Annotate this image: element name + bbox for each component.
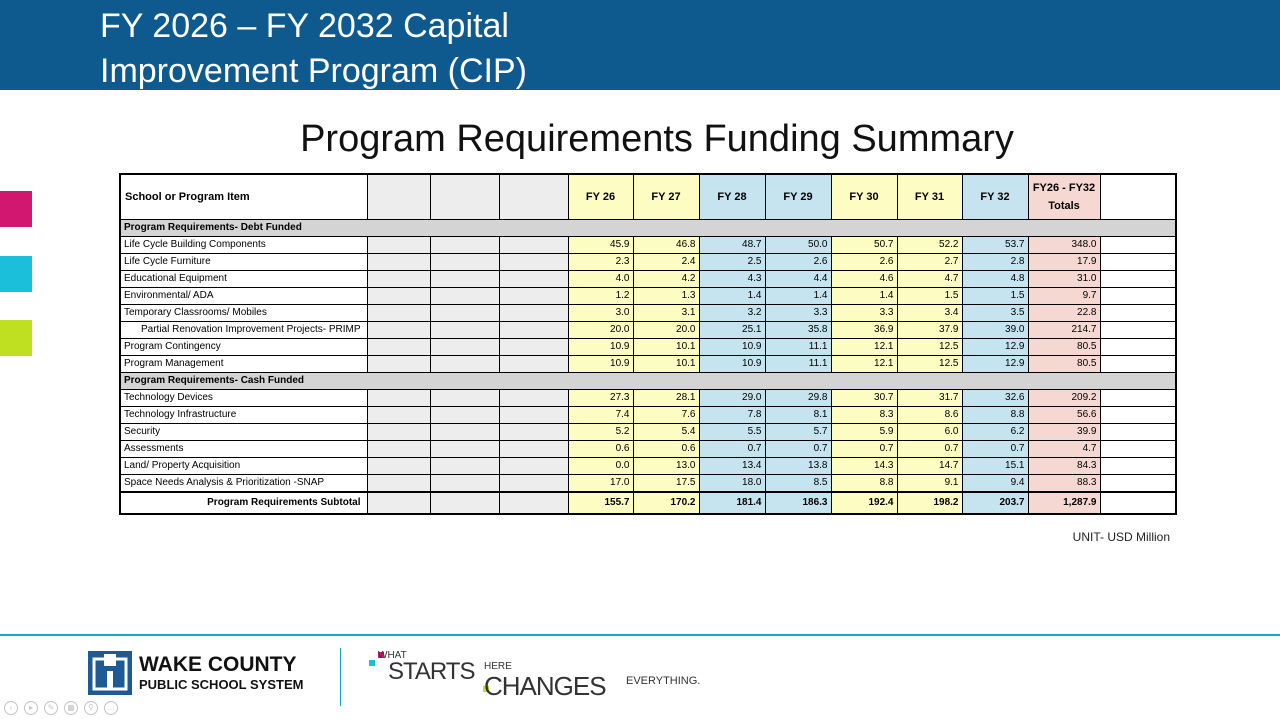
year-value-cell: 0.7 (699, 441, 765, 458)
year-value-cell: 8.6 (897, 407, 962, 424)
year-value-cell: 0.0 (568, 458, 633, 475)
blank-cell (1100, 237, 1176, 254)
blank-cell (430, 254, 499, 271)
blank-cell (430, 492, 499, 514)
blank-cell (499, 407, 568, 424)
year-header-fy32: FY 32 (962, 174, 1028, 220)
blank-cell (1100, 424, 1176, 441)
row-total-cell: 31.0 (1028, 271, 1100, 288)
pen-icon[interactable]: ✎ (44, 701, 58, 715)
year-value-cell: 12.5 (897, 356, 962, 373)
year-value-cell: 5.9 (831, 424, 897, 441)
year-value-cell: 1.2 (568, 288, 633, 305)
row-total-cell: 80.5 (1028, 339, 1100, 356)
year-value-cell: 3.3 (765, 305, 831, 322)
row-total-cell: 209.2 (1028, 390, 1100, 407)
row-label: Environmental/ ADA (120, 288, 367, 305)
blank-cell (367, 492, 430, 514)
blank-cell (430, 390, 499, 407)
row-label: Program Management (120, 356, 367, 373)
year-value-cell: 20.0 (633, 322, 699, 339)
side-accent-pink (0, 191, 32, 227)
year-value-cell: 6.2 (962, 424, 1028, 441)
year-value-cell: 10.9 (699, 339, 765, 356)
year-value-cell: 32.6 (962, 390, 1028, 407)
blank-cell (1100, 254, 1176, 271)
year-value-cell: 6.0 (897, 424, 962, 441)
blank-cell (367, 322, 430, 339)
year-value-cell: 0.6 (633, 441, 699, 458)
table-row (120, 339, 1176, 356)
unit-note: UNIT- USD Million (1072, 530, 1170, 544)
section-header-row (120, 220, 1176, 237)
blank-cell (367, 271, 430, 288)
subtotal-row (120, 492, 1176, 514)
table-row (120, 288, 1176, 305)
table-row (120, 441, 1176, 458)
year-header-fy28: FY 28 (699, 174, 765, 220)
table-row (120, 271, 1176, 288)
blank-cell (430, 475, 499, 493)
blank-cell (367, 254, 430, 271)
year-value-cell: 1.3 (633, 288, 699, 305)
blank-cell (499, 356, 568, 373)
blank-cell (499, 424, 568, 441)
table-row (120, 356, 1176, 373)
item-column-header: School or Program Item (120, 174, 367, 220)
blank-cell (1100, 492, 1176, 514)
blank-cell (499, 288, 568, 305)
year-value-cell: 7.8 (699, 407, 765, 424)
blank-cell (430, 356, 499, 373)
blank-cell (430, 424, 499, 441)
slogan-logo (366, 648, 726, 704)
year-value-cell: 4.7 (897, 271, 962, 288)
year-value-cell: 36.9 (831, 322, 897, 339)
year-value-cell: 28.1 (633, 390, 699, 407)
row-label: Assessments (120, 441, 367, 458)
footer-vertical-divider (340, 648, 341, 706)
slide-title: Program Requirements Funding Summary (300, 118, 1014, 160)
year-value-cell: 20.0 (568, 322, 633, 339)
side-accent-lime (0, 320, 32, 356)
row-label: Program Contingency (120, 339, 367, 356)
blank-cell (1100, 356, 1176, 373)
year-value-cell: 50.7 (831, 237, 897, 254)
subtotal-value-cell: 181.4 (699, 492, 765, 514)
row-label: Technology Infrastructure (120, 407, 367, 424)
subtotal-value-cell: 203.7 (962, 492, 1028, 514)
year-value-cell: 48.7 (699, 237, 765, 254)
blank-cell (1100, 288, 1176, 305)
blank-cell (367, 407, 430, 424)
year-value-cell: 3.5 (962, 305, 1028, 322)
header-title-line-1: FY 2026 – FY 2032 Capital (100, 7, 509, 45)
year-value-cell: 30.7 (831, 390, 897, 407)
table-header-row (120, 174, 1176, 220)
year-value-cell: 10.1 (633, 356, 699, 373)
year-value-cell: 2.4 (633, 254, 699, 271)
year-value-cell: 5.2 (568, 424, 633, 441)
blank-cell (430, 288, 499, 305)
year-value-cell: 2.5 (699, 254, 765, 271)
play-icon[interactable]: ▸ (24, 701, 38, 715)
row-label: Land/ Property Acquisition (120, 458, 367, 475)
row-total-cell: 9.7 (1028, 288, 1100, 305)
year-value-cell: 4.8 (962, 271, 1028, 288)
year-value-cell: 4.0 (568, 271, 633, 288)
slogan-changes: CHANGES (484, 671, 606, 701)
row-label: Temporary Classrooms/ Mobiles (120, 305, 367, 322)
year-value-cell: 0.7 (962, 441, 1028, 458)
table-row (120, 458, 1176, 475)
blank-cell (367, 390, 430, 407)
row-label: Life Cycle Furniture (120, 254, 367, 271)
blank-cell (367, 356, 430, 373)
blank-cell (499, 237, 568, 254)
year-value-cell: 29.0 (699, 390, 765, 407)
subtotal-value-cell: 155.7 (568, 492, 633, 514)
blank-cell (1100, 475, 1176, 493)
year-value-cell: 17.0 (568, 475, 633, 493)
blank-cell (367, 441, 430, 458)
year-value-cell: 7.4 (568, 407, 633, 424)
year-value-cell: 12.1 (831, 356, 897, 373)
subtotal-value-cell: 186.3 (765, 492, 831, 514)
year-header-fy31: FY 31 (897, 174, 962, 220)
year-value-cell: 4.6 (831, 271, 897, 288)
subtotal-label: Program Requirements Subtotal (120, 492, 367, 514)
year-value-cell: 1.5 (962, 288, 1028, 305)
year-value-cell: 10.9 (568, 356, 633, 373)
year-header-fy29: FY 29 (765, 174, 831, 220)
blank-cell (499, 458, 568, 475)
table-row (120, 254, 1176, 271)
logo-line-1: WAKE COUNTY (139, 653, 297, 676)
year-value-cell: 10.9 (568, 339, 633, 356)
blank-cell (430, 237, 499, 254)
blank-cell (367, 288, 430, 305)
row-label: Life Cycle Building Components (120, 237, 367, 254)
row-label: Educational Equipment (120, 271, 367, 288)
row-label: Security (120, 424, 367, 441)
year-value-cell: 3.3 (831, 305, 897, 322)
slide-player-controls (4, 700, 204, 716)
logo-line-2: PUBLIC SCHOOL SYSTEM (139, 677, 304, 692)
blank-cell (430, 271, 499, 288)
blank-cell (430, 339, 499, 356)
year-value-cell: 27.3 (568, 390, 633, 407)
title-banner (0, 0, 1280, 90)
year-value-cell: 50.0 (765, 237, 831, 254)
blank-cell (1100, 441, 1176, 458)
year-value-cell: 29.8 (765, 390, 831, 407)
blank-cell (367, 237, 430, 254)
year-value-cell: 5.5 (699, 424, 765, 441)
row-total-cell: 17.9 (1028, 254, 1100, 271)
table-row (120, 475, 1176, 493)
year-value-cell: 14.3 (831, 458, 897, 475)
year-value-cell: 13.8 (765, 458, 831, 475)
year-value-cell: 3.0 (568, 305, 633, 322)
year-value-cell: 1.4 (699, 288, 765, 305)
blank-cell (1100, 458, 1176, 475)
blank-cell (1100, 271, 1176, 288)
row-total-cell: 84.3 (1028, 458, 1100, 475)
row-total-cell: 4.7 (1028, 441, 1100, 458)
year-value-cell: 1.4 (831, 288, 897, 305)
year-value-cell: 46.8 (633, 237, 699, 254)
year-value-cell: 11.1 (765, 339, 831, 356)
header-title-line-2: Improvement Program (CIP) (100, 52, 527, 90)
year-value-cell: 12.1 (831, 339, 897, 356)
blank-cell (499, 305, 568, 322)
year-header-fy27: FY 27 (633, 174, 699, 220)
year-value-cell: 7.6 (633, 407, 699, 424)
year-value-cell: 31.7 (897, 390, 962, 407)
year-value-cell: 10.9 (699, 356, 765, 373)
year-value-cell: 0.7 (765, 441, 831, 458)
year-value-cell: 9.4 (962, 475, 1028, 493)
year-value-cell: 14.7 (897, 458, 962, 475)
slogan-here: HERE (484, 661, 512, 672)
slide-header-title (100, 4, 800, 94)
year-value-cell: 10.1 (633, 339, 699, 356)
blank-cell (367, 424, 430, 441)
year-value-cell: 3.1 (633, 305, 699, 322)
blank-cell (499, 339, 568, 356)
row-total-cell: 39.9 (1028, 424, 1100, 441)
row-total-cell: 56.6 (1028, 407, 1100, 424)
year-value-cell: 4.2 (633, 271, 699, 288)
blank-cell (367, 458, 430, 475)
subtotal-value-cell: 192.4 (831, 492, 897, 514)
blank-cell (430, 305, 499, 322)
footer-divider-line (0, 634, 1280, 636)
blank-cell (367, 475, 430, 493)
slogan-square-cyan (369, 660, 375, 666)
year-value-cell: 18.0 (699, 475, 765, 493)
year-value-cell: 8.1 (765, 407, 831, 424)
row-label: Technology Devices (120, 390, 367, 407)
table-row (120, 322, 1176, 339)
year-value-cell: 45.9 (568, 237, 633, 254)
totals-header-line-2: Totals (1048, 200, 1080, 212)
year-value-cell: 0.7 (831, 441, 897, 458)
section-header-row (120, 373, 1176, 390)
side-accent-cyan (0, 256, 32, 292)
year-value-cell: 12.9 (962, 356, 1028, 373)
blank-header-cell (499, 174, 568, 220)
blank-cell (367, 305, 430, 322)
grid-icon[interactable]: ▦ (64, 701, 78, 715)
row-label: Space Needs Analysis & Prioritization -SNAP (120, 475, 367, 493)
year-value-cell: 1.5 (897, 288, 962, 305)
year-value-cell: 5.7 (765, 424, 831, 441)
year-value-cell: 4.4 (765, 271, 831, 288)
row-total-cell: 88.3 (1028, 475, 1100, 493)
table-row (120, 390, 1176, 407)
section-title: Program Requirements- Debt Funded (120, 220, 1176, 237)
year-value-cell: 8.3 (831, 407, 897, 424)
row-total-cell: 214.7 (1028, 322, 1100, 339)
year-value-cell: 53.7 (962, 237, 1028, 254)
year-value-cell: 11.1 (765, 356, 831, 373)
funding-summary-table (119, 173, 1177, 515)
row-total-cell: 348.0 (1028, 237, 1100, 254)
blank-cell (499, 441, 568, 458)
blank-cell (1100, 339, 1176, 356)
table-row (120, 424, 1176, 441)
section-title: Program Requirements- Cash Funded (120, 373, 1176, 390)
blank-cell (1100, 305, 1176, 322)
blank-cell (499, 322, 568, 339)
year-value-cell: 8.5 (765, 475, 831, 493)
year-value-cell: 2.6 (765, 254, 831, 271)
blank-cell (430, 407, 499, 424)
slogan-what: WHAT (378, 650, 407, 661)
blank-cell (430, 322, 499, 339)
subtotal-total-cell: 1,287.9 (1028, 492, 1100, 514)
year-value-cell: 8.8 (962, 407, 1028, 424)
more-icon[interactable]: … (104, 701, 118, 715)
year-value-cell: 5.4 (633, 424, 699, 441)
subtotal-value-cell: 170.2 (633, 492, 699, 514)
year-value-cell: 2.8 (962, 254, 1028, 271)
table-row (120, 407, 1176, 424)
row-total-cell: 80.5 (1028, 356, 1100, 373)
totals-header (1028, 174, 1100, 220)
subtotal-value-cell: 198.2 (897, 492, 962, 514)
year-header-fy30: FY 30 (831, 174, 897, 220)
year-value-cell: 17.5 (633, 475, 699, 493)
blank-cell (499, 492, 568, 514)
year-value-cell: 3.2 (699, 305, 765, 322)
blank-cell (499, 254, 568, 271)
year-value-cell: 2.6 (831, 254, 897, 271)
blank-header-cell (1100, 174, 1176, 220)
year-value-cell: 2.7 (897, 254, 962, 271)
year-value-cell: 35.8 (765, 322, 831, 339)
blank-cell (499, 475, 568, 493)
year-value-cell: 13.0 (633, 458, 699, 475)
year-value-cell: 0.6 (568, 441, 633, 458)
year-value-cell: 0.7 (897, 441, 962, 458)
year-value-cell: 1.4 (765, 288, 831, 305)
blank-cell (499, 271, 568, 288)
previous-icon[interactable]: ‹ (4, 701, 18, 715)
table-row (120, 237, 1176, 254)
year-value-cell: 9.1 (897, 475, 962, 493)
totals-header-line-1: FY26 - FY32 (1032, 182, 1096, 194)
slogan-starts: STARTS (388, 658, 475, 685)
blank-cell (1100, 322, 1176, 339)
year-value-cell: 12.9 (962, 339, 1028, 356)
year-value-cell: 37.9 (897, 322, 962, 339)
year-value-cell: 8.8 (831, 475, 897, 493)
blank-cell (499, 390, 568, 407)
year-value-cell: 15.1 (962, 458, 1028, 475)
year-value-cell: 13.4 (699, 458, 765, 475)
zoom-icon[interactable]: ⚲ (84, 701, 98, 715)
table-row (120, 305, 1176, 322)
year-value-cell: 2.3 (568, 254, 633, 271)
year-header-fy26: FY 26 (568, 174, 633, 220)
blank-cell (430, 441, 499, 458)
year-value-cell: 12.5 (897, 339, 962, 356)
blank-cell (367, 339, 430, 356)
wcpss-logo-icon (88, 651, 132, 695)
row-total-cell: 22.8 (1028, 305, 1100, 322)
year-value-cell: 3.4 (897, 305, 962, 322)
year-value-cell: 25.1 (699, 322, 765, 339)
year-value-cell: 39.0 (962, 322, 1028, 339)
wcpss-logo-text (139, 655, 303, 695)
blank-cell (1100, 407, 1176, 424)
slogan-everything: EVERYTHING. (626, 675, 701, 687)
row-label: Partial Renovation Improvement Projects- PRIMP (120, 322, 367, 339)
blank-cell (1100, 390, 1176, 407)
year-value-cell: 52.2 (897, 237, 962, 254)
blank-cell (430, 458, 499, 475)
blank-header-cell (367, 174, 430, 220)
blank-header-cell (430, 174, 499, 220)
year-value-cell: 4.3 (699, 271, 765, 288)
